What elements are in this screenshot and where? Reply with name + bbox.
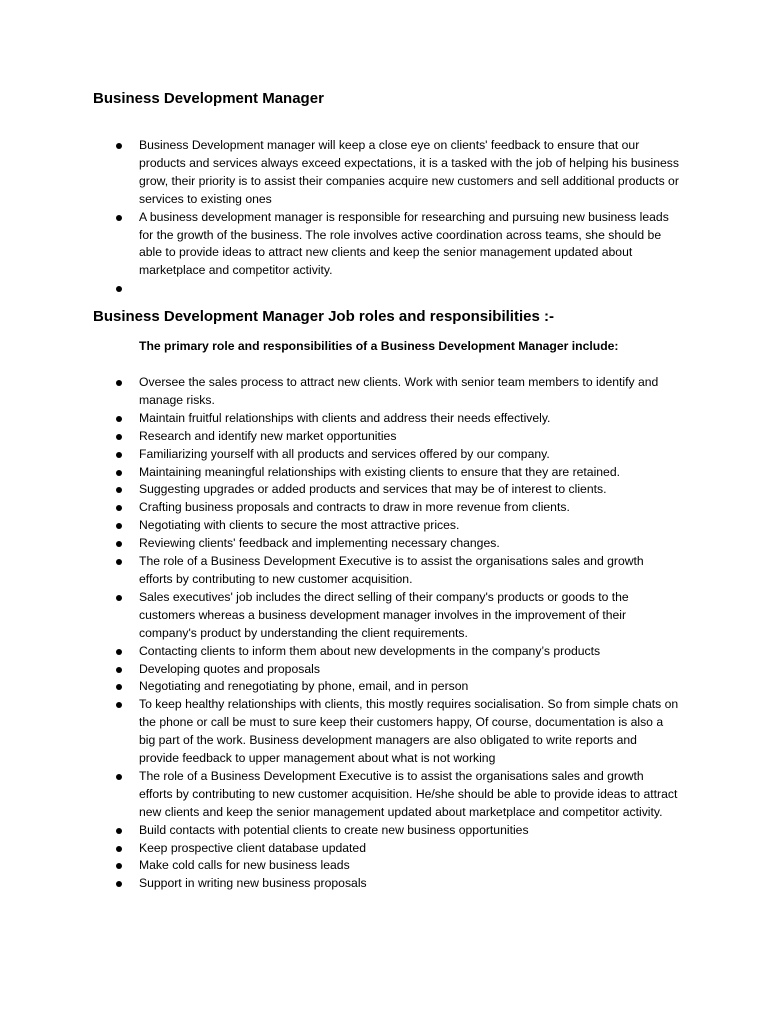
bullet-icon (116, 487, 122, 493)
bullet-icon (116, 881, 122, 887)
bullet-icon (116, 559, 122, 565)
list-item (139, 589, 679, 643)
list-item (139, 137, 679, 209)
list-item (139, 875, 679, 893)
list-item-text: Reviewing clients' feedback and implementing necessary changes. (139, 536, 500, 551)
list-item-text: To keep healthy relationships with clients, this mostly requires socialisation. So from simple chats on the phone or call be must to sure keep their customers happy, Of course, documentation is also a big part of the work. Business development managers are also obligated to write reports and provide feedback to upper management about what is not working (139, 697, 679, 766)
bullet-icon (116, 702, 122, 708)
list-item-text: Familiarizing yourself with all products and services offered by our company. (139, 446, 550, 461)
bullet-icon (116, 595, 122, 601)
list-item-text: Suggesting upgrades or added products and services that may be of interest to clients. (139, 482, 607, 497)
list-item-text: Research and identify new market opportunities (139, 428, 397, 443)
list-item-text: Keep prospective client database updated (139, 840, 366, 855)
list-item (139, 678, 679, 696)
bullet-icon (116, 416, 122, 422)
bullet-icon (116, 505, 122, 511)
responsibilities-bullet-list (139, 374, 679, 893)
list-item (139, 410, 679, 428)
bullet-icon (116, 863, 122, 869)
bullet-icon (116, 143, 122, 149)
list-item (139, 209, 679, 281)
list-item-text: Make cold calls for new business leads (139, 858, 350, 873)
list-item (139, 840, 679, 858)
list-item (139, 696, 679, 768)
bullet-icon (116, 828, 122, 834)
list-item-text: Developing quotes and proposals (139, 661, 320, 676)
list-item-text: Contacting clients to inform them about new developments in the company’s products (139, 643, 601, 658)
overview-bullet-list (139, 137, 679, 298)
list-item (139, 553, 679, 589)
list-item (139, 464, 679, 482)
list-item (139, 428, 679, 446)
bullet-icon (116, 667, 122, 673)
list-item-text: Maintain fruitful relationships with clients and address their needs effectively. (139, 410, 551, 425)
list-item (139, 517, 679, 535)
list-item-text: Sales executives' job includes the direct selling of their company's products or goods to the customers whereas a business development manager involves in the improvement of their company's product by understanding the client requirements. (139, 589, 629, 640)
bullet-icon (116, 434, 122, 440)
list-item-text: A business development manager is responsible for researching and pursuing new business leads for the growth of the business. The role involves active coordination across teams, she should be able to provide ideas to attract new clients and keep the senior management updated about marketplace and competitor activity. (139, 209, 669, 278)
list-item (139, 768, 679, 822)
bullet-icon (116, 684, 122, 690)
list-item (139, 499, 679, 517)
list-item (139, 535, 679, 553)
bullet-icon (116, 774, 122, 780)
list-item (139, 822, 679, 840)
responsibilities-intro: The primary role and responsibilities of a Business Development Manager include: (139, 339, 619, 353)
list-item-text: Negotiating and renegotiating by phone, email, and in person (139, 679, 469, 694)
list-item-text: The role of a Business Development Executive is to assist the organisations sales and growth efforts by contributing to new customer acquisition. (139, 554, 644, 586)
bullet-icon (116, 523, 122, 529)
list-item (139, 446, 679, 464)
bullet-icon (116, 846, 122, 852)
list-item (139, 481, 679, 499)
list-item (139, 374, 679, 410)
list-item-text: The role of a Business Development Executive is to assist the organisations sales and growth efforts by contributing to new customer acquisition. He/she should be able to provide ideas to attract new clients and keep the senior management updated about marketplace and competitor activity. (139, 768, 678, 819)
list-item-text: Support in writing new business proposals (139, 876, 367, 891)
list-item-text: Build contacts with potential clients to create new business opportunities (139, 822, 529, 837)
list-item-text: Oversee the sales process to attract new clients. Work with senior team members to identify and manage risks. (139, 375, 659, 407)
bullet-icon (116, 215, 122, 221)
list-item (139, 643, 679, 661)
list-item (139, 661, 679, 679)
bullet-icon (116, 286, 122, 292)
bullet-icon (116, 541, 122, 547)
section-title-job-roles: Business Development Manager Job roles and responsibilities :- (93, 308, 554, 325)
list-item-text: Crafting business proposals and contracts to draw in more revenue from clients. (139, 500, 570, 515)
bullet-icon (116, 470, 122, 476)
list-item-text: Negotiating with clients to secure the most attractive prices. (139, 518, 460, 533)
section-title-business-development-manager: Business Development Manager (93, 90, 324, 107)
list-item-text: Maintaining meaningful relationships with existing clients to ensure that they are retained. (139, 464, 621, 479)
bullet-icon (116, 649, 122, 655)
list-item (139, 857, 679, 875)
list-item-text: Business Development manager will keep a close eye on clients' feedback to ensure that our products and services always exceed expectations, it is a tasked with the job of helping his business grow, their priority is to assist their companies acquire new customers and sell additional products or services to existing ones (139, 138, 679, 206)
bullet-icon (116, 452, 122, 458)
bullet-icon (116, 380, 122, 386)
list-item (139, 280, 679, 298)
